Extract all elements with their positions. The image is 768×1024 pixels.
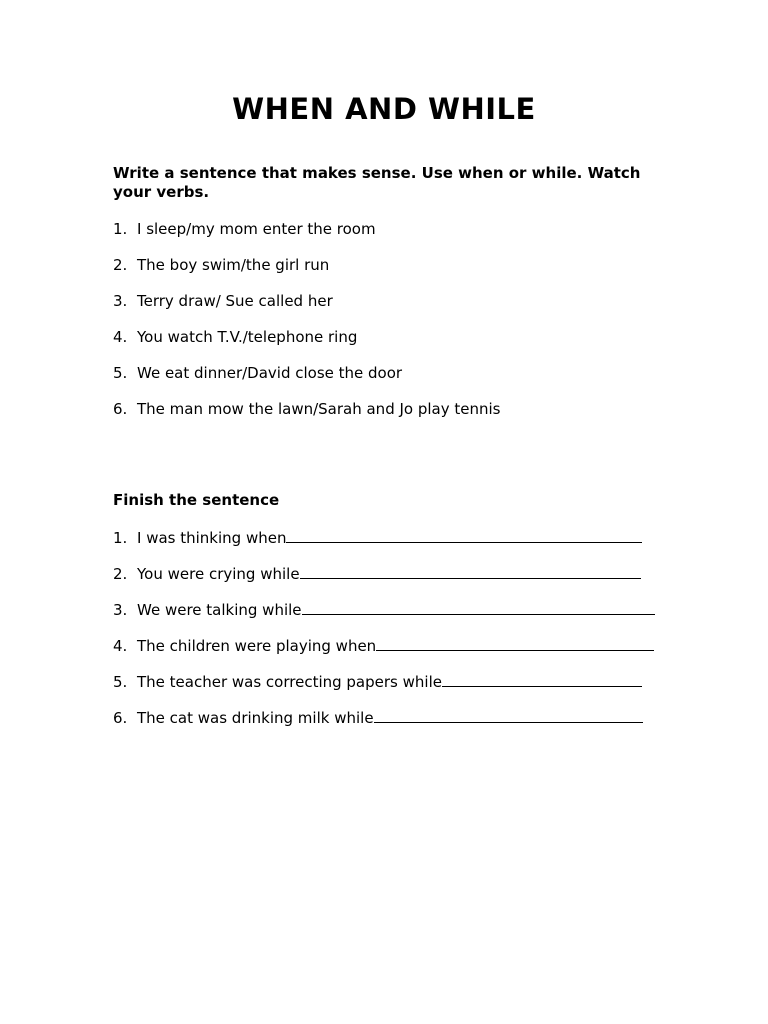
list-item (113, 599, 655, 619)
answer-blank[interactable] (376, 635, 654, 651)
item-text: The teacher was correcting papers while (137, 673, 442, 691)
worksheet-title: WHEN AND WHILE (232, 92, 536, 126)
item-text: I was thinking when (137, 529, 287, 547)
item-number: 6. (113, 709, 128, 727)
answer-blank[interactable] (374, 707, 643, 723)
item-text: We eat dinner/David close the door (137, 364, 403, 382)
list-item (113, 707, 643, 727)
list-item (113, 671, 642, 691)
answer-blank[interactable] (442, 671, 642, 687)
item-text: We were talking while (137, 601, 302, 619)
item-number: 6. (113, 400, 128, 418)
section2-heading: Finish the sentence (113, 491, 280, 509)
item-number: 2. (113, 565, 128, 583)
item-text: You were crying while (137, 565, 300, 583)
item-number: 5. (113, 364, 128, 382)
item-number: 3. (113, 292, 128, 310)
section1-instruction: Write a sentence that makes sense. Use when or while. Watch your verbs. (113, 164, 641, 201)
item-number: 4. (113, 328, 128, 346)
item-number: 2. (113, 256, 128, 274)
item-number: 3. (113, 601, 128, 619)
item-text: I sleep/my mom enter the room (137, 220, 376, 238)
item-number: 1. (113, 220, 128, 238)
item-text: Terry draw/ Sue called her (137, 292, 333, 310)
list-item (113, 563, 641, 583)
item-text: The boy swim/the girl run (137, 256, 330, 274)
list-item (113, 328, 357, 346)
list-item (113, 220, 376, 238)
list-item (113, 527, 642, 547)
answer-blank[interactable] (286, 527, 642, 543)
answer-blank[interactable] (302, 599, 655, 615)
list-item (113, 400, 500, 418)
item-text: The children were playing when (137, 637, 377, 655)
answer-blank[interactable] (300, 563, 641, 579)
list-item (113, 364, 402, 382)
list-item (113, 292, 333, 310)
item-number: 1. (113, 529, 128, 547)
item-text: The cat was drinking milk while (137, 709, 374, 727)
item-text: The man mow the lawn/Sarah and Jo play tennis (137, 400, 501, 418)
list-item (113, 635, 654, 655)
item-number: 5. (113, 673, 128, 691)
list-item (113, 256, 329, 274)
item-number: 4. (113, 637, 128, 655)
item-text: You watch T.V./telephone ring (137, 328, 358, 346)
